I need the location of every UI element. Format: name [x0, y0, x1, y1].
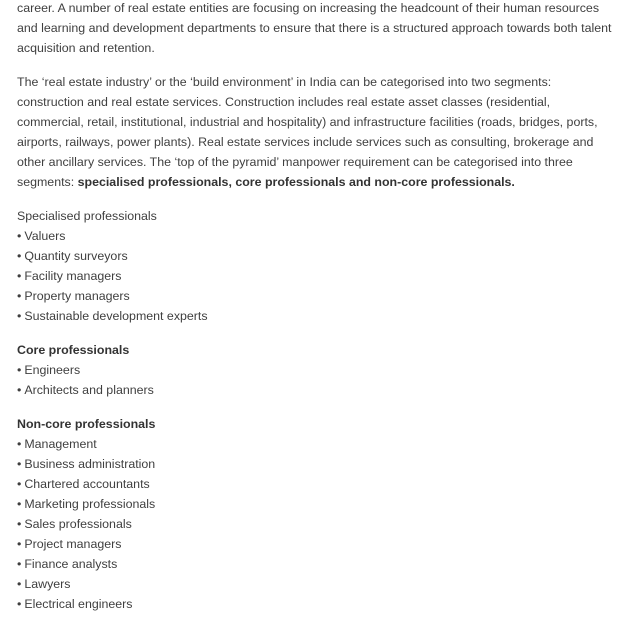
bullet: •: [17, 457, 22, 471]
list-item-text: Management: [24, 437, 97, 451]
bullet: •: [17, 383, 22, 397]
bullet: •: [17, 577, 22, 591]
bullet: •: [17, 497, 22, 511]
list-item: [17, 306, 617, 326]
bullet: •: [17, 517, 22, 531]
list-item-text: Facility managers: [24, 269, 122, 283]
bullet: •: [17, 249, 22, 263]
list-item: [17, 226, 617, 246]
bullet: •: [17, 477, 22, 491]
bullet: •: [17, 597, 22, 611]
list-item-text: Project managers: [24, 537, 122, 551]
specialised-list: [17, 226, 617, 326]
specialised-label: Specialised professionals: [17, 209, 157, 223]
list-item-text: Sales professionals: [24, 517, 132, 531]
list-item-text: Sustainable development experts: [24, 309, 208, 323]
list-item-text: Lawyers: [24, 577, 71, 591]
bullet: •: [17, 537, 22, 551]
list-item: [17, 380, 617, 400]
list-item-text: Architects and planners: [24, 383, 154, 397]
list-item: [17, 534, 617, 554]
list-item-text: Finance analysts: [24, 557, 118, 571]
list-item: [17, 434, 617, 454]
list-item: [17, 266, 617, 286]
noncore-list: [17, 434, 617, 614]
noncore-heading: Non-core professionals: [17, 417, 156, 431]
core-heading: Core professionals: [17, 343, 130, 357]
segments-paragraph-bold: specialised professionals, core professionals and non-core professionals.: [77, 175, 515, 189]
segments-paragraph: [17, 72, 617, 192]
list-item-text: Quantity surveyors: [24, 249, 128, 263]
bullet: •: [17, 269, 22, 283]
bullet: •: [17, 309, 22, 323]
list-item-text: Chartered accountants: [24, 477, 150, 491]
bullet: •: [17, 363, 22, 377]
list-item-text: Marketing professionals: [24, 497, 156, 511]
list-item-text: Electrical engineers: [24, 597, 133, 611]
list-item-text: Property managers: [24, 289, 130, 303]
list-item: [17, 474, 617, 494]
list-item-text: Business administration: [24, 457, 156, 471]
bullet: •: [17, 437, 22, 451]
list-item: [17, 494, 617, 514]
list-item: [17, 554, 617, 574]
list-item-text: Engineers: [24, 363, 81, 377]
list-item-text: Valuers: [24, 229, 66, 243]
list-item: [17, 594, 617, 614]
bullet: •: [17, 289, 22, 303]
bullet: •: [17, 229, 22, 243]
intro-paragraph: career. A number of real estate entities are focusing on increasing the headcount of their human resources and learning and development departments to ensure that there is a structured approach towards both talent acquisition and retention.: [17, 1, 612, 55]
list-item: [17, 574, 617, 594]
article-body: [17, 0, 617, 614]
list-item: [17, 360, 617, 380]
list-item: [17, 514, 617, 534]
list-item: [17, 454, 617, 474]
list-item: [17, 246, 617, 266]
segments-paragraph-text: The ‘real estate industry’ or the ‘build environment’ in India can be categorised into two segments: construction and real estate services. Construction includes real estate asset classes (residential, commercial, retail, institutional, industrial and hospitality) and infrastructure facilities (roads, bridges, ports, airports, railways, power plants). Real estate services include services such as consulting, brokerage and other ancillary services. The ‘top of the pyramid’ manpower requirement can be categorised into three segments:: [17, 75, 598, 189]
list-item: [17, 286, 617, 306]
bullet: •: [17, 557, 22, 571]
core-list: [17, 360, 617, 400]
